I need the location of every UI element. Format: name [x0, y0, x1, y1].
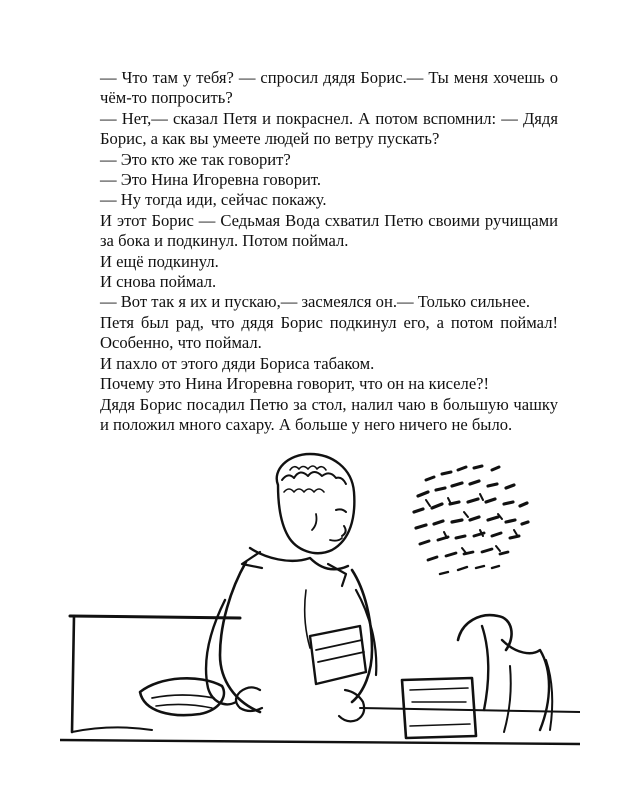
paragraph-9: — Вот так я их и пускаю,— засмеялся он.— Только сильнее. [100, 292, 531, 312]
loaf [140, 678, 224, 715]
paragraph-10: Петя был рад, что дядя Борис подкинул его, а потом поймал! Особенно, что поймал. [100, 312, 558, 353]
book [310, 626, 366, 684]
paragraph-13: Дядя Борис посадил Петю за стол, налил чаю в большую чашку и положил много сахару. А больше у него ничего не было. [100, 394, 558, 434]
paragraph-11: И пахло от этого дяди Бориса табаком. [100, 353, 375, 373]
story-text [100, 68, 558, 435]
paragraph-4: — Это Нина Игоревна говорит. [100, 170, 322, 190]
illustration-svg [60, 440, 580, 790]
paragraph-2: — Нет,— сказал Петя и покраснел. А потом вспомнил: — Дядя Борис, а как вы умеете людей по ветру пускать? [100, 108, 558, 149]
ink-illustration [60, 440, 580, 790]
paragraph-7: И ещё подкинул. [100, 251, 219, 271]
smoke-cloud [414, 466, 528, 574]
paragraph-5: — Ну тогда иди, сейчас покажу. [100, 190, 327, 210]
paragraph-3: — Это кто же так говорит? [100, 149, 291, 169]
paragraph-12: Почему это Нина Игоревна говорит, что он на киселе?! [100, 374, 490, 394]
boy-figure [206, 454, 376, 721]
paragraph-8: И снова поймал. [100, 272, 217, 292]
paragraph-6: И этот Борис — Седьмая Вода схватил Петю своими ручищами за бока и подкинул. Потом поймал. [100, 210, 558, 251]
chair [458, 615, 552, 732]
paragraph-1: — Что там у тебя? — спросил дядя Борис.— Ты меня хочешь о чём-то попросить? [100, 68, 558, 108]
